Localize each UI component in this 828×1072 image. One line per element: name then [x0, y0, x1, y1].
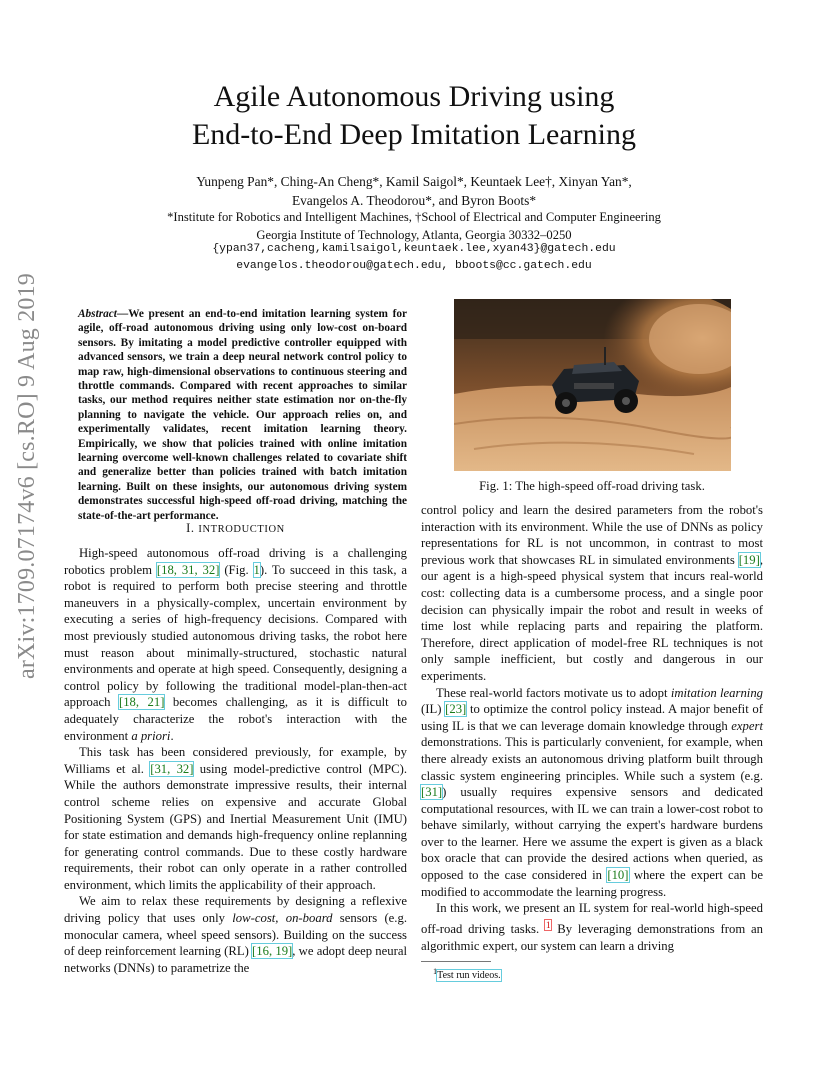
citation-link[interactable]: [19] [738, 552, 760, 567]
paragraph: High-speed autonomous off-road driving is a challenging robotics problem [18, 31, 32] (Fig. 1). To succeed in this task, a robot is required to perform both precise steering and throttle maneuvers in a physically-complex, uncertain environment by executing a series of high-frequency decisions. Compared with most previously studied autonomous driving tasks, the robot here must reason about minimally-structured, stochastic natural environments and operate at high speed. Consequently, designing a control policy by following the traditional model-plan-then-act approach [18, 21] becomes challenging, as it is difficult to adequately characterize the robot's interaction with the environment a priori. [64, 546, 408, 743]
citation-link[interactable]: [23] [445, 702, 467, 717]
paragraph: This task has been considered previously, for example, by Williams et al. [31, 32] using model-predictive control (MPC). While the authors demonstrate impressive results, their internal control scheme relies on expensive and accurate Global Positioning System (GPS) and Inertial Measurement Unit (IMU) for state estimation and demands high-frequency online replanning for generating control commands. Due to these costly hardware requirements, their robot can only operate in a rather controlled environment, which limits the applicability of their approach. [64, 745, 407, 892]
right-column-body [421, 502, 763, 954]
affiliation: *Institute for Robotics and Intelligent Machines, †School of Electrical and Computer Engineering Georgia Institute of Technology, Atlanta, Georgia 30332–0250 [167, 210, 661, 242]
footnote-link[interactable]: 1 [545, 919, 551, 930]
paragraph: control policy and learn the desired parameters from the robot's interaction with its environment. While the use of DNNs as policy representations for RL is not uncommon, in contrast to most previous work that showcases RL in simulated environments [19], our agent is a high-speed physical system that incurs real-world cost: collecting data is a cumbersome process, and a single poor decision can physically impair the robot and result in weeks of time lost while replacing parts and repairing the platform. Therefore, direct application of model-free RL techniques is not only sample inefficient, but costly and dangerous in our experiments. [421, 503, 763, 683]
author-list: Yunpeng Pan*, Ching-An Cheng*, Kamil Saigol*, Keuntaek Lee†, Xinyan Yan*, Evangelos A. Theodorou*, and Byron Boots* [196, 174, 632, 208]
car-photo-illustration [454, 299, 731, 471]
figure-link[interactable]: 1 [253, 562, 260, 577]
section-heading: I. INTRODUCTION [186, 521, 285, 535]
citation-link[interactable]: [10] [607, 868, 629, 883]
paragraph: These real-world factors motivate us to adopt imitation learning (IL) [23] to optimize the control policy instead. A major benefit of using IL is that we can leverage domain knowledge through expert demonstrations. This is particularly convenient, for example, when there already exists an autonomous driving platform built through classic system engineering principles. While such a system (e.g. [31]) usually requires expensive sensors and dedicated computational resources, with IL we can train a lower-cost robot to behave similarly, without carrying the expert's hardware burdens over to the learner. Here we assume the expert is given as a black box oracle that can provide the desired actions when queried, as opposed to the case considered in [10] where the expert can be modified to accommodate the learning progress. [421, 685, 764, 899]
footnote: $^1$Test run videos. [433, 967, 501, 982]
author-emails: {ypan37,cacheng,kamilsaigol,keuntaek.lee,xyan43}@gatech.edu evangelos.theodorou@gatech.edu, bboots@cc.gatech.edu [212, 243, 616, 272]
abstract-label: Abstract [78, 308, 117, 320]
figure-caption: Fig. 1: The high-speed off-road driving task. [479, 479, 705, 493]
citation-link[interactable]: [18, 31, 32] [156, 562, 220, 577]
abstract [78, 307, 407, 523]
citation-link[interactable]: [18, 21] [118, 695, 165, 710]
citation-link[interactable]: [31, 32] [150, 761, 194, 776]
figure-offroad-car-photo [454, 299, 731, 471]
citation-link[interactable]: [31] [421, 785, 443, 800]
citation-link[interactable]: [16, 19] [252, 944, 293, 959]
left-column-body [64, 545, 407, 976]
abstract-text: —We present an end-to-end imitation learning system for agile, off-road autonomous driving using only low-cost on-board sensors. By imitating a model predictive controller equipped with advanced sensors, we train a deep neural network control policy to map raw, high-dimensional observations to continuous steering and throttle commands. Compared with recent approaches to similar tasks, our method requires neither state estimation nor on-the-fly planning to navigate the vehicle. Our approach relies on, and experimentally validates, recent imitation learning theory. Empirically, we show that policies trained with online imitation learning overcome well-known challenges related to covariate shift and generalize better than policies trained with batch imitation learning. Built on these insights, our autonomous driving system demonstrates successful high-speed off-road driving, matching the state-of-the-art performance. [78, 308, 407, 522]
paragraph: We aim to relax these requirements by designing a reflexive driving policy that uses only low-cost, on-board sensors (e.g. monocular camera, wheel speed sensors). Building on the success of deep reinforcement learning (RL) [16, 19], we adopt deep neural networks (DNNs) to parametrize the [64, 894, 407, 975]
footnote-rule [421, 961, 491, 962]
video-link[interactable]: Test run videos. [437, 970, 501, 982]
paper-title: Agile Autonomous Driving using End-to-End Deep Imitation Learning [191, 80, 637, 151]
paragraph: In this work, we present an IL system for real-world high-speed off-road driving tasks. $^1$ By leveraging demonstrations from an algorithmic expert, our system can learn a driving [421, 901, 763, 953]
arxiv-identifier: arXiv:1709.07174v6 [cs.RO] 9 Aug 2019 [14, 272, 40, 680]
